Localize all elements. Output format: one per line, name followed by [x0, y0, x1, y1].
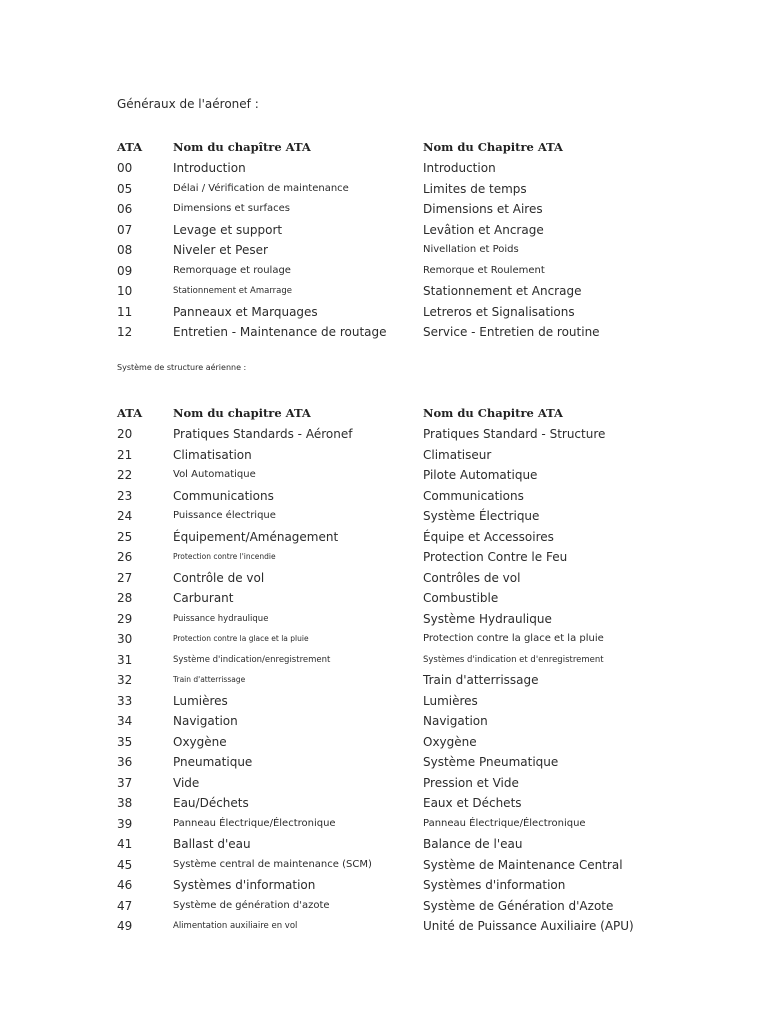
table-row: [117, 180, 757, 201]
chapter-name-b: Nivellation et Poids: [423, 244, 519, 255]
ata-code: 20: [117, 427, 133, 441]
ata-code: 09: [117, 263, 133, 278]
table-row: [117, 569, 757, 590]
chapter-name-a: Navigation: [173, 714, 238, 728]
ata-code: 34: [117, 714, 133, 728]
chapter-name-b: Pilote Automatique: [423, 468, 538, 482]
ata-code: 30: [117, 632, 133, 646]
chapter-name-b: Lumières: [423, 693, 478, 708]
chapter-name-b: Contrôles de vol: [423, 570, 521, 585]
ata-code: 08: [117, 243, 133, 257]
ata-code: 05: [117, 181, 133, 196]
table-row: [117, 262, 757, 283]
table-row: [117, 159, 757, 180]
ata-code: 38: [117, 796, 133, 810]
chapter-name-a: Carburant: [173, 591, 234, 605]
ata-code: 32: [117, 673, 133, 687]
ata-code: 07: [117, 222, 133, 237]
ata-code: 11: [117, 304, 133, 319]
table-row: [117, 856, 757, 877]
chapter-name-a: Ballast d'eau: [173, 837, 251, 851]
header-chapter-name-2: Nom du Chapitre ATA: [423, 140, 563, 154]
ata-code: 25: [117, 529, 133, 544]
chapter-name-b: Dimensions et Aires: [423, 202, 543, 216]
chapter-name-a: Introduction: [173, 161, 246, 175]
table-row: [117, 733, 757, 754]
chapter-name-b: Communications: [423, 488, 524, 503]
chapter-name-a: Délai / Vérification de maintenance: [173, 182, 349, 194]
chapter-name-b: Système de Maintenance Central: [423, 857, 623, 872]
table-header: [117, 404, 757, 425]
chapter-name-a: Système central de maintenance (SCM): [173, 858, 372, 870]
ata-code: 33: [117, 693, 133, 708]
chapter-name-a: Système d'indication/enregistrement: [173, 654, 331, 665]
chapter-name-a: Stationnement et Amarrage: [173, 286, 293, 296]
chapter-name-a: Panneau Électrique/Électronique: [173, 817, 336, 829]
ata-code: 10: [117, 284, 133, 298]
table-row: [117, 425, 757, 446]
chapter-name-a: Dimensions et surfaces: [173, 203, 290, 214]
chapter-name-b: Systèmes d'information: [423, 878, 566, 892]
chapter-name-b: Balance de l'eau: [423, 837, 523, 851]
table-row: [117, 241, 757, 262]
chapter-name-b: Unité de Puissance Auxiliaire (APU): [423, 919, 634, 933]
table-row: [117, 897, 757, 918]
ata-code: 12: [117, 325, 133, 339]
chapter-name-a: Pneumatique: [173, 755, 253, 769]
chapter-name-a: Équipement/Aménagement: [173, 529, 339, 544]
chapter-name-a: Oxygène: [173, 734, 227, 749]
chapter-name-b: Service - Entretien de routine: [423, 325, 600, 339]
table-row: [117, 446, 757, 467]
ata-code: 26: [117, 550, 133, 564]
header-chapter-name-2: Nom du Chapitre ATA: [423, 406, 563, 420]
chapter-name-b: Système Électrique: [423, 509, 540, 523]
chapter-name-b: Protection Contre le Feu: [423, 550, 568, 564]
ata-code: 41: [117, 837, 133, 851]
table-row: [117, 487, 757, 508]
chapter-name-a: Puissance hydraulique: [173, 613, 269, 624]
chapter-name-b: Eaux et Déchets: [423, 796, 522, 810]
section-title-airframe: Système de structure aérienne :: [117, 363, 247, 372]
chapter-name-a: Protection contre la glace et la pluie: [173, 634, 309, 643]
chapter-name-a: Contrôle de vol: [173, 570, 265, 585]
table-row: [117, 548, 757, 569]
ata-table-airframe: [117, 404, 757, 938]
table-row: [117, 303, 757, 324]
chapter-name-b: Système Pneumatique: [423, 755, 559, 769]
chapter-name-a: Protection contre l'incendie: [173, 552, 276, 561]
chapter-name-b: Remorque et Roulement: [423, 264, 545, 276]
table-header: [117, 138, 757, 159]
table-row: [117, 610, 757, 631]
table-row: [117, 528, 757, 549]
table-row: [117, 876, 757, 897]
table-row: [117, 753, 757, 774]
chapter-name-b: Oxygène: [423, 734, 477, 749]
ata-code: 27: [117, 570, 133, 585]
chapter-name-a: Alimentation auxiliaire en vol: [173, 921, 298, 931]
chapter-name-b: Train d'atterrissage: [423, 673, 539, 687]
section-title-general: Généraux de l'aéronef :: [117, 97, 259, 111]
ata-code: 21: [117, 447, 133, 462]
table-row: [117, 200, 757, 221]
header-chapter-name-1: Nom du chapître ATA: [173, 140, 311, 154]
table-row: [117, 815, 757, 836]
table-row: [117, 466, 757, 487]
table-row: [117, 221, 757, 242]
ata-code: 00: [117, 161, 133, 175]
chapter-name-a: Systèmes d'information: [173, 878, 316, 892]
chapter-name-b: Navigation: [423, 714, 488, 728]
ata-code: 28: [117, 591, 133, 605]
chapter-name-b: Panneau Électrique/Électronique: [423, 817, 586, 829]
chapter-name-a: Train d'atterrissage: [173, 675, 246, 684]
table-row: [117, 507, 757, 528]
chapter-name-b: Systèmes d'indication et d'enregistrement: [423, 654, 604, 665]
chapter-name-a: Panneaux et Marquages: [173, 304, 318, 319]
chapter-name-a: Système de génération d'azote: [173, 899, 330, 911]
chapter-name-a: Vol Automatique: [173, 469, 256, 480]
ata-code: 47: [117, 898, 133, 913]
chapter-name-b: Protection contre la glace et la pluie: [423, 633, 604, 644]
table-row: [117, 651, 757, 672]
table-row: [117, 589, 757, 610]
chapter-name-a: Remorquage et roulage: [173, 264, 291, 276]
header-ata: ATA: [117, 140, 143, 154]
chapter-name-b: Pratiques Standard - Structure: [423, 427, 606, 441]
ata-code: 46: [117, 878, 133, 892]
chapter-name-b: Climatiseur: [423, 447, 492, 462]
ata-code: 35: [117, 734, 133, 749]
chapter-name-a: Lumières: [173, 693, 228, 708]
table-row: [117, 692, 757, 713]
chapter-name-a: Pratiques Standards - Aéronef: [173, 427, 353, 441]
ata-code: 45: [117, 857, 133, 872]
table-row: [117, 917, 757, 938]
ata-code: 37: [117, 775, 133, 790]
chapter-name-b: Introduction: [423, 161, 496, 175]
chapter-name-a: Eau/Déchets: [173, 796, 249, 810]
ata-code: 36: [117, 755, 133, 769]
ata-code: 49: [117, 919, 133, 933]
header-ata: ATA: [117, 406, 143, 420]
table-row: [117, 774, 757, 795]
chapter-name-b: Letreros et Signalisations: [423, 304, 575, 319]
chapter-name-b: Limites de temps: [423, 181, 527, 196]
ata-code: 06: [117, 202, 133, 216]
table-row: [117, 835, 757, 856]
ata-code: 29: [117, 611, 133, 626]
chapter-name-a: Climatisation: [173, 447, 252, 462]
chapter-name-a: Levage et support: [173, 222, 283, 237]
table-row: [117, 323, 757, 344]
header-chapter-name-1: Nom du chapitre ATA: [173, 406, 311, 420]
ata-code: 24: [117, 509, 133, 523]
table-row: [117, 794, 757, 815]
chapter-name-b: Système de Génération d'Azote: [423, 898, 614, 913]
ata-code: 23: [117, 488, 133, 503]
chapter-name-b: Équipe et Accessoires: [423, 529, 554, 544]
ata-code: 22: [117, 468, 133, 482]
chapter-name-a: Puissance électrique: [173, 510, 276, 521]
table-row: [117, 630, 757, 651]
chapter-name-a: Communications: [173, 488, 274, 503]
chapter-name-b: Pression et Vide: [423, 775, 519, 790]
table-row: [117, 671, 757, 692]
chapter-name-b: Combustible: [423, 591, 499, 605]
table-row: [117, 282, 757, 303]
ata-table-general: [117, 138, 757, 344]
ata-code: 31: [117, 652, 133, 667]
chapter-name-b: Système Hydraulique: [423, 611, 552, 626]
ata-code: 39: [117, 816, 133, 831]
chapter-name-b: Stationnement et Ancrage: [423, 284, 582, 298]
chapter-name-a: Niveler et Peser: [173, 243, 268, 257]
chapter-name-a: Entretien - Maintenance de routage: [173, 325, 387, 339]
chapter-name-a: Vide: [173, 775, 200, 790]
table-row: [117, 712, 757, 733]
chapter-name-b: Levâtion et Ancrage: [423, 222, 544, 237]
